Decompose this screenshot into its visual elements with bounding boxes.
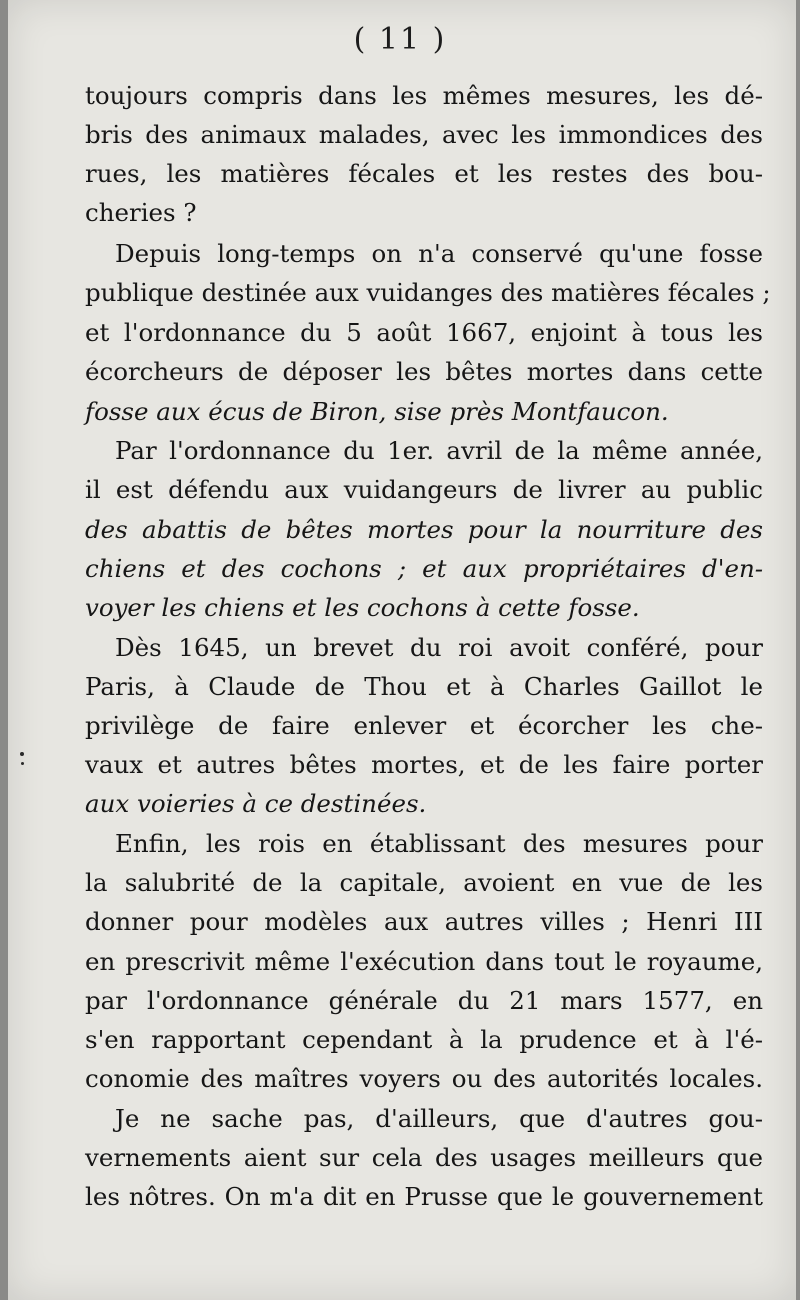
text-line: Paris, à Claude de Thou et à Charles Gaillot le (85, 672, 763, 701)
text-line-italic: chiens et des cochons ; et aux propriétaires d'en- (85, 554, 763, 583)
text-line: publique destinée aux vuidanges des matières fécales ; (85, 278, 771, 307)
paragraph-first-line: Par l'ordonnance du 1er. avril de la même année, (115, 436, 763, 465)
text-line: cheries ? (85, 198, 197, 227)
print-speck (21, 762, 24, 765)
text-line: vaux et autres bêtes mortes, et de les faire porter (85, 750, 763, 779)
text-line: par l'ordonnance générale du 21 mars 1577, en (85, 986, 763, 1015)
paragraph-first-line: Dès 1645, un brevet du roi avoit conféré, pour (115, 633, 763, 662)
text-line-italic: voyer les chiens et les cochons à cette fosse. (85, 593, 640, 622)
text-line-italic: des abattis de bêtes mortes pour la nourriture des (85, 515, 763, 544)
paragraph-first-line: Enfin, les rois en établissant des mesures pour (115, 829, 763, 858)
text-line: conomie des maîtres voyers ou des autorités locales. (85, 1064, 763, 1093)
text-line: en prescrivit même l'exécution dans tout le royaume, (85, 947, 763, 976)
text-line: toujours compris dans les mêmes mesures, les dé- (85, 81, 763, 110)
text-line-italic: aux voieries à ce destinées. (85, 789, 427, 818)
paragraph-first-line: Depuis long-temps on n'a conservé qu'une fosse (115, 239, 763, 268)
text-line: il est défendu aux vuidangeurs de livrer au public (85, 475, 763, 504)
page-number: ( 11 ) (353, 22, 447, 57)
text-line: bris des animaux malades, avec les immondices des (85, 120, 763, 149)
text-line: et l'ordonnance du 5 août 1667, enjoint à tous les (85, 318, 763, 347)
text-line: donner pour modèles aux autres villes ; Henri III (85, 907, 763, 936)
text-line: la salubrité de la capitale, avoient en vue de les (85, 868, 763, 897)
text-line: rues, les matières fécales et les restes des bou- (85, 159, 763, 188)
text-line: écorcheurs de déposer les bêtes mortes dans cette (85, 357, 763, 386)
print-speck (20, 752, 24, 756)
text-line: s'en rapportant cependant à la prudence et à l'é- (85, 1025, 763, 1054)
text-line-italic: fosse aux écus de Biron, sise près Montfaucon. (85, 397, 669, 426)
text-line: privilège de faire enlever et écorcher les che- (85, 711, 763, 740)
paragraph-first-line: Je ne sache pas, d'ailleurs, que d'autres gou- (115, 1104, 763, 1133)
text-line: vernements aient sur cela des usages meilleurs que (85, 1143, 763, 1172)
text-line: les nôtres. On m'a dit en Prusse que le gouvernement (85, 1182, 763, 1211)
